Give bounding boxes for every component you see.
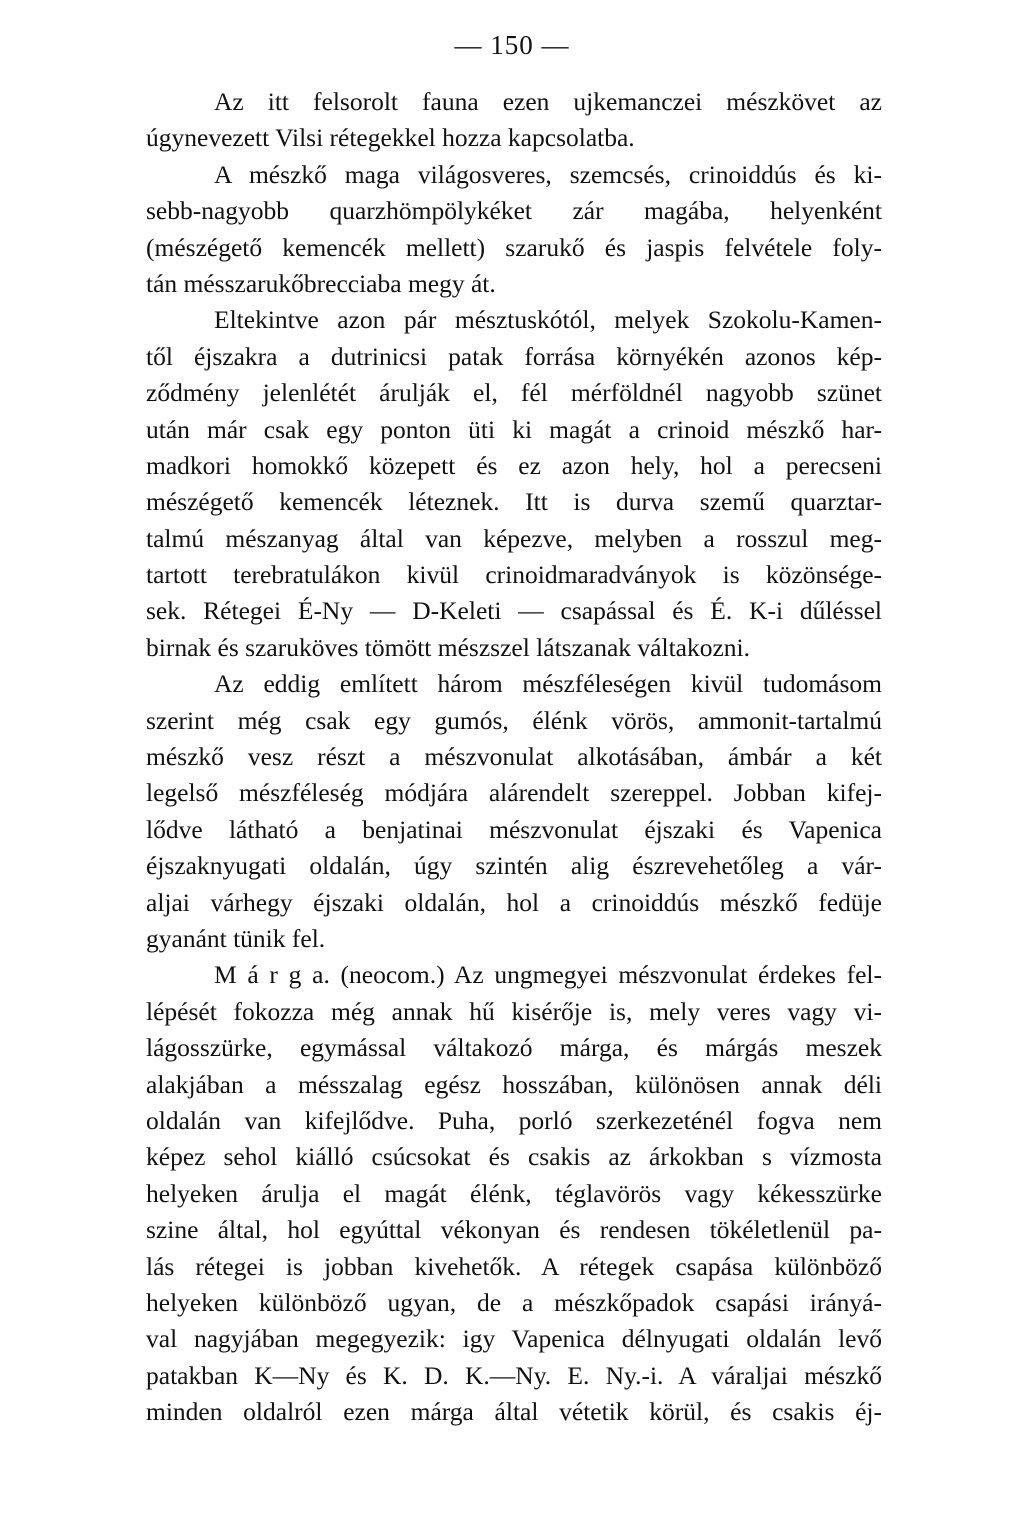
text-line: oldalán van kifejlődve. Puha, porló szerkezeténél fogva nem — [146, 1105, 882, 1135]
text-line: helyeken különböző ugyan, de a mészkőpadok csapási irányá- — [146, 1287, 882, 1317]
text-line: Eltekintve azon pár mésztuskótól, melyek Szokolu-Kamen- — [214, 305, 882, 335]
text-line: től éjszakra a dutrinicsi patak forrása környékén azonos kép- — [146, 341, 882, 371]
text-line: sek. Rétegei É-Ny — D-Keleti — csapással és É. K-i dűléssel — [146, 596, 882, 626]
page-number: — 150 — — [454, 30, 570, 60]
text-line: lépését fokozza még annak hű kisérője is, mely veres vagy vi- — [146, 996, 882, 1026]
text-line: lődve látható a benjatinai mészvonulat éjszaki és Vapenica — [146, 814, 882, 844]
text-line: madkori homokkő közepett és ez azon hely, hol a perecseni — [146, 450, 882, 480]
text-line: patakban K—Ny és K. D. K.—Ny. E. Ny.-i. A váraljai mészkő — [146, 1360, 882, 1390]
text-line: mészkő vesz részt a mészvonulat alkotásában, ámbár a két — [146, 742, 882, 772]
text-line: legelső mészféleség módjára alárendelt szereppel. Jobban kifej- — [146, 778, 882, 808]
text-line: után már csak egy ponton üti ki magát a crinoid mészkő har- — [146, 414, 882, 444]
text-line: aljai várhegy éjszaki oldalán, hol a crinoiddús mészkő fedüje — [146, 887, 882, 917]
text-line: szine által, hol egyúttal vékonyan és rendesen tökéletlenül pa- — [146, 1215, 882, 1245]
text-line: helyeken árulja el magát élénk, téglavörös vagy kékesszürke — [146, 1178, 882, 1208]
text-line: tartott terebratulákon kivül crinoidmaradványok is közönsége- — [146, 560, 882, 590]
text-line: sebb-nagyobb quarzhömpölykéket zár magába, helyenként — [146, 196, 882, 226]
text-line: lás rétegei is jobban kivehetők. A rétegek csapása különböző — [146, 1251, 882, 1281]
text-line: szerint még csak egy gumós, élénk vörös, ammonit-tartalmú — [146, 705, 882, 735]
text-line: (mészégető kemencék mellett) szarukő és jaspis felvétele foly- — [146, 232, 882, 262]
text-line: A mészkő maga világosveres, szemcsés, crinoiddús és ki- — [214, 159, 882, 189]
text-line: éjszaknyugati oldalán, úgy szintén alig észrevehetőleg a vár- — [146, 851, 882, 881]
text-line: M á r g a. (neocom.) Az ungmegyei mészvonulat érdekes fel- — [214, 960, 882, 990]
text-line: úgynevezett Vilsi rétegekkel hozza kapcsolatba. — [146, 123, 635, 153]
text-line: ződmény jelenlétét árulják el, fél mérföldnél nagyobb szünet — [146, 378, 882, 408]
text-line: minden oldalról ezen márga által vétetik körül, és csakis éj- — [146, 1397, 882, 1427]
text-line: mészégető kemencék léteznek. Itt is durva szemű quarztar- — [146, 487, 882, 517]
text-line: talmú mészanyag által van képezve, melyben a rosszul meg- — [146, 523, 882, 553]
text-line: alakjában a mésszalag egész hosszában, különösen annak déli — [146, 1069, 882, 1099]
body-text — [146, 84, 882, 1430]
text-line: Az itt felsorolt fauna ezen ujkemanczei mészkövet az — [214, 87, 882, 116]
text-line: val nagyjában megegyezik: igy Vapenica délnyugati oldalán levő — [146, 1324, 882, 1354]
text-line: gyanánt tünik fel. — [146, 923, 326, 953]
text-line: birnak és szaruköves tömött mészszel látszanak váltakozni. — [146, 632, 751, 662]
text-line: Az eddig említett három mészféleségen kivül tudomásom — [214, 669, 882, 699]
text-line: tán mésszarukőbrecciaba megy át. — [146, 268, 496, 298]
text-line: lágosszürke, egymással váltakozó márga, és márgás meszek — [146, 1033, 882, 1063]
text-line: képez sehol kiálló csúcsokat és csakis az árkokban s vízmosta — [146, 1142, 882, 1172]
